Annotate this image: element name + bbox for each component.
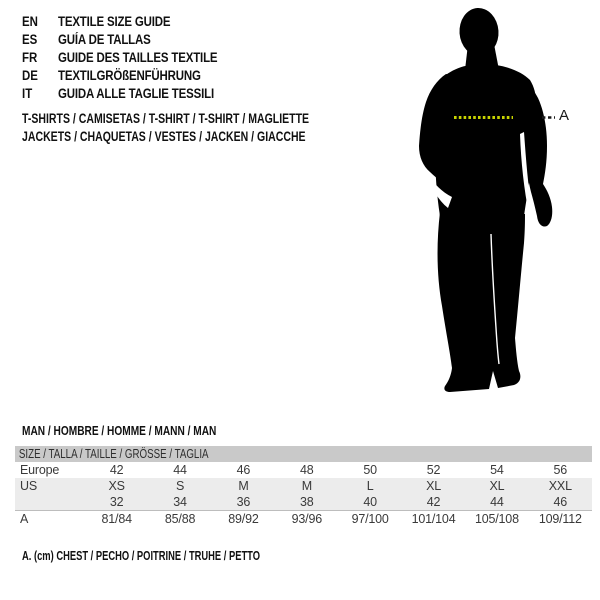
size-table-row-label: [15, 494, 85, 510]
measurement-footnote: A. (cm) CHEST / PECHO / POITRINE / TRUHE / PETTO: [22, 548, 261, 563]
language-label: TEXTILE SIZE GUIDE: [58, 14, 171, 29]
size-table-cell: M: [301, 479, 312, 493]
size-table-cell: 46: [236, 463, 251, 477]
size-table-cell: 38: [300, 495, 314, 509]
category-lines: [22, 110, 390, 146]
language-row: [22, 49, 246, 67]
size-table-cell: S: [175, 479, 185, 493]
measurement-a-label: A: [559, 107, 570, 124]
size-table-cell: 36: [236, 495, 251, 509]
size-table-row: [15, 478, 592, 494]
language-code: ES: [22, 32, 38, 47]
size-table-cell: 40: [363, 495, 377, 509]
size-table-cell: 54: [490, 463, 504, 477]
size-table: [15, 446, 592, 528]
size-table-cell: 48: [300, 463, 314, 477]
size-table-cell: 81/84: [101, 512, 132, 526]
language-row: [22, 13, 246, 31]
size-table-row: [15, 510, 592, 528]
size-table-cell: 44: [173, 463, 187, 477]
size-table-cell: 101/104: [411, 512, 456, 526]
size-table-cell: 97/100: [351, 512, 389, 526]
language-label: GUÍA DE TALLAS: [58, 32, 151, 47]
size-table-cell: 85/88: [164, 512, 196, 526]
language-list: [22, 13, 246, 103]
size-table-cell: XS: [108, 479, 125, 493]
size-table-cell: 52: [426, 463, 441, 477]
size-table-header-label: SIZE / TALLA / TAILLE / GRÖSSE / TAGLIA: [18, 447, 209, 461]
language-label: GUIDA ALLE TAGLIE TESSILI: [58, 86, 214, 101]
size-table-cell: 109/112: [538, 512, 582, 526]
size-table-cell: M: [238, 479, 249, 493]
man-silhouette-figure: [390, 0, 600, 420]
size-table-body: [15, 462, 592, 528]
size-table-cell: XL: [489, 479, 505, 493]
size-table-cell: 105/108: [475, 512, 519, 526]
size-table-cell: 32: [109, 495, 124, 509]
size-table-cell: 93/96: [291, 512, 322, 526]
language-row: [22, 31, 246, 49]
size-table-cell: 89/92: [228, 512, 259, 526]
language-code: DE: [22, 68, 38, 83]
size-table-cell: XL: [426, 479, 441, 493]
language-code: IT: [22, 86, 33, 101]
language-row: [22, 67, 246, 85]
size-table-cell: XXL: [548, 479, 572, 493]
size-table-cell: 42: [426, 495, 441, 509]
language-code: FR: [22, 50, 38, 65]
category-line-jackets: JACKETS / CHAQUETAS / VESTES / JACKEN / GIACCHE: [22, 129, 306, 144]
language-code: EN: [22, 14, 38, 29]
size-table-header: [15, 446, 592, 462]
man-silhouette: [419, 7, 552, 392]
size-table-cell: 34: [173, 495, 187, 509]
size-table-cell: L: [366, 479, 374, 493]
language-label: TEXTILGRÖßENFÜHRUNG: [58, 68, 201, 83]
size-table-cell: 44: [490, 495, 504, 509]
gender-heading: MAN / HOMBRE / HOMME / MANN / MAN: [22, 423, 217, 438]
size-table-cell: 56: [553, 463, 568, 477]
size-table-row-label: US: [20, 479, 37, 493]
size-table-cell: 42: [109, 463, 124, 477]
size-table-row: [15, 494, 592, 510]
size-table-row-label: A: [20, 512, 29, 526]
size-table-cell: 46: [553, 495, 568, 509]
category-line-tshirts: T-SHIRTS / CAMISETAS / T-SHIRT / T-SHIRT / MAGLIETTE: [22, 111, 310, 126]
size-table-cell: 50: [363, 463, 377, 477]
size-table-row-label: Europe: [20, 463, 60, 477]
language-label: GUIDE DES TAILLES TEXTILE: [58, 50, 218, 65]
silhouette-legs: [438, 212, 525, 392]
size-table-row: [15, 462, 592, 478]
language-row: [22, 85, 246, 103]
